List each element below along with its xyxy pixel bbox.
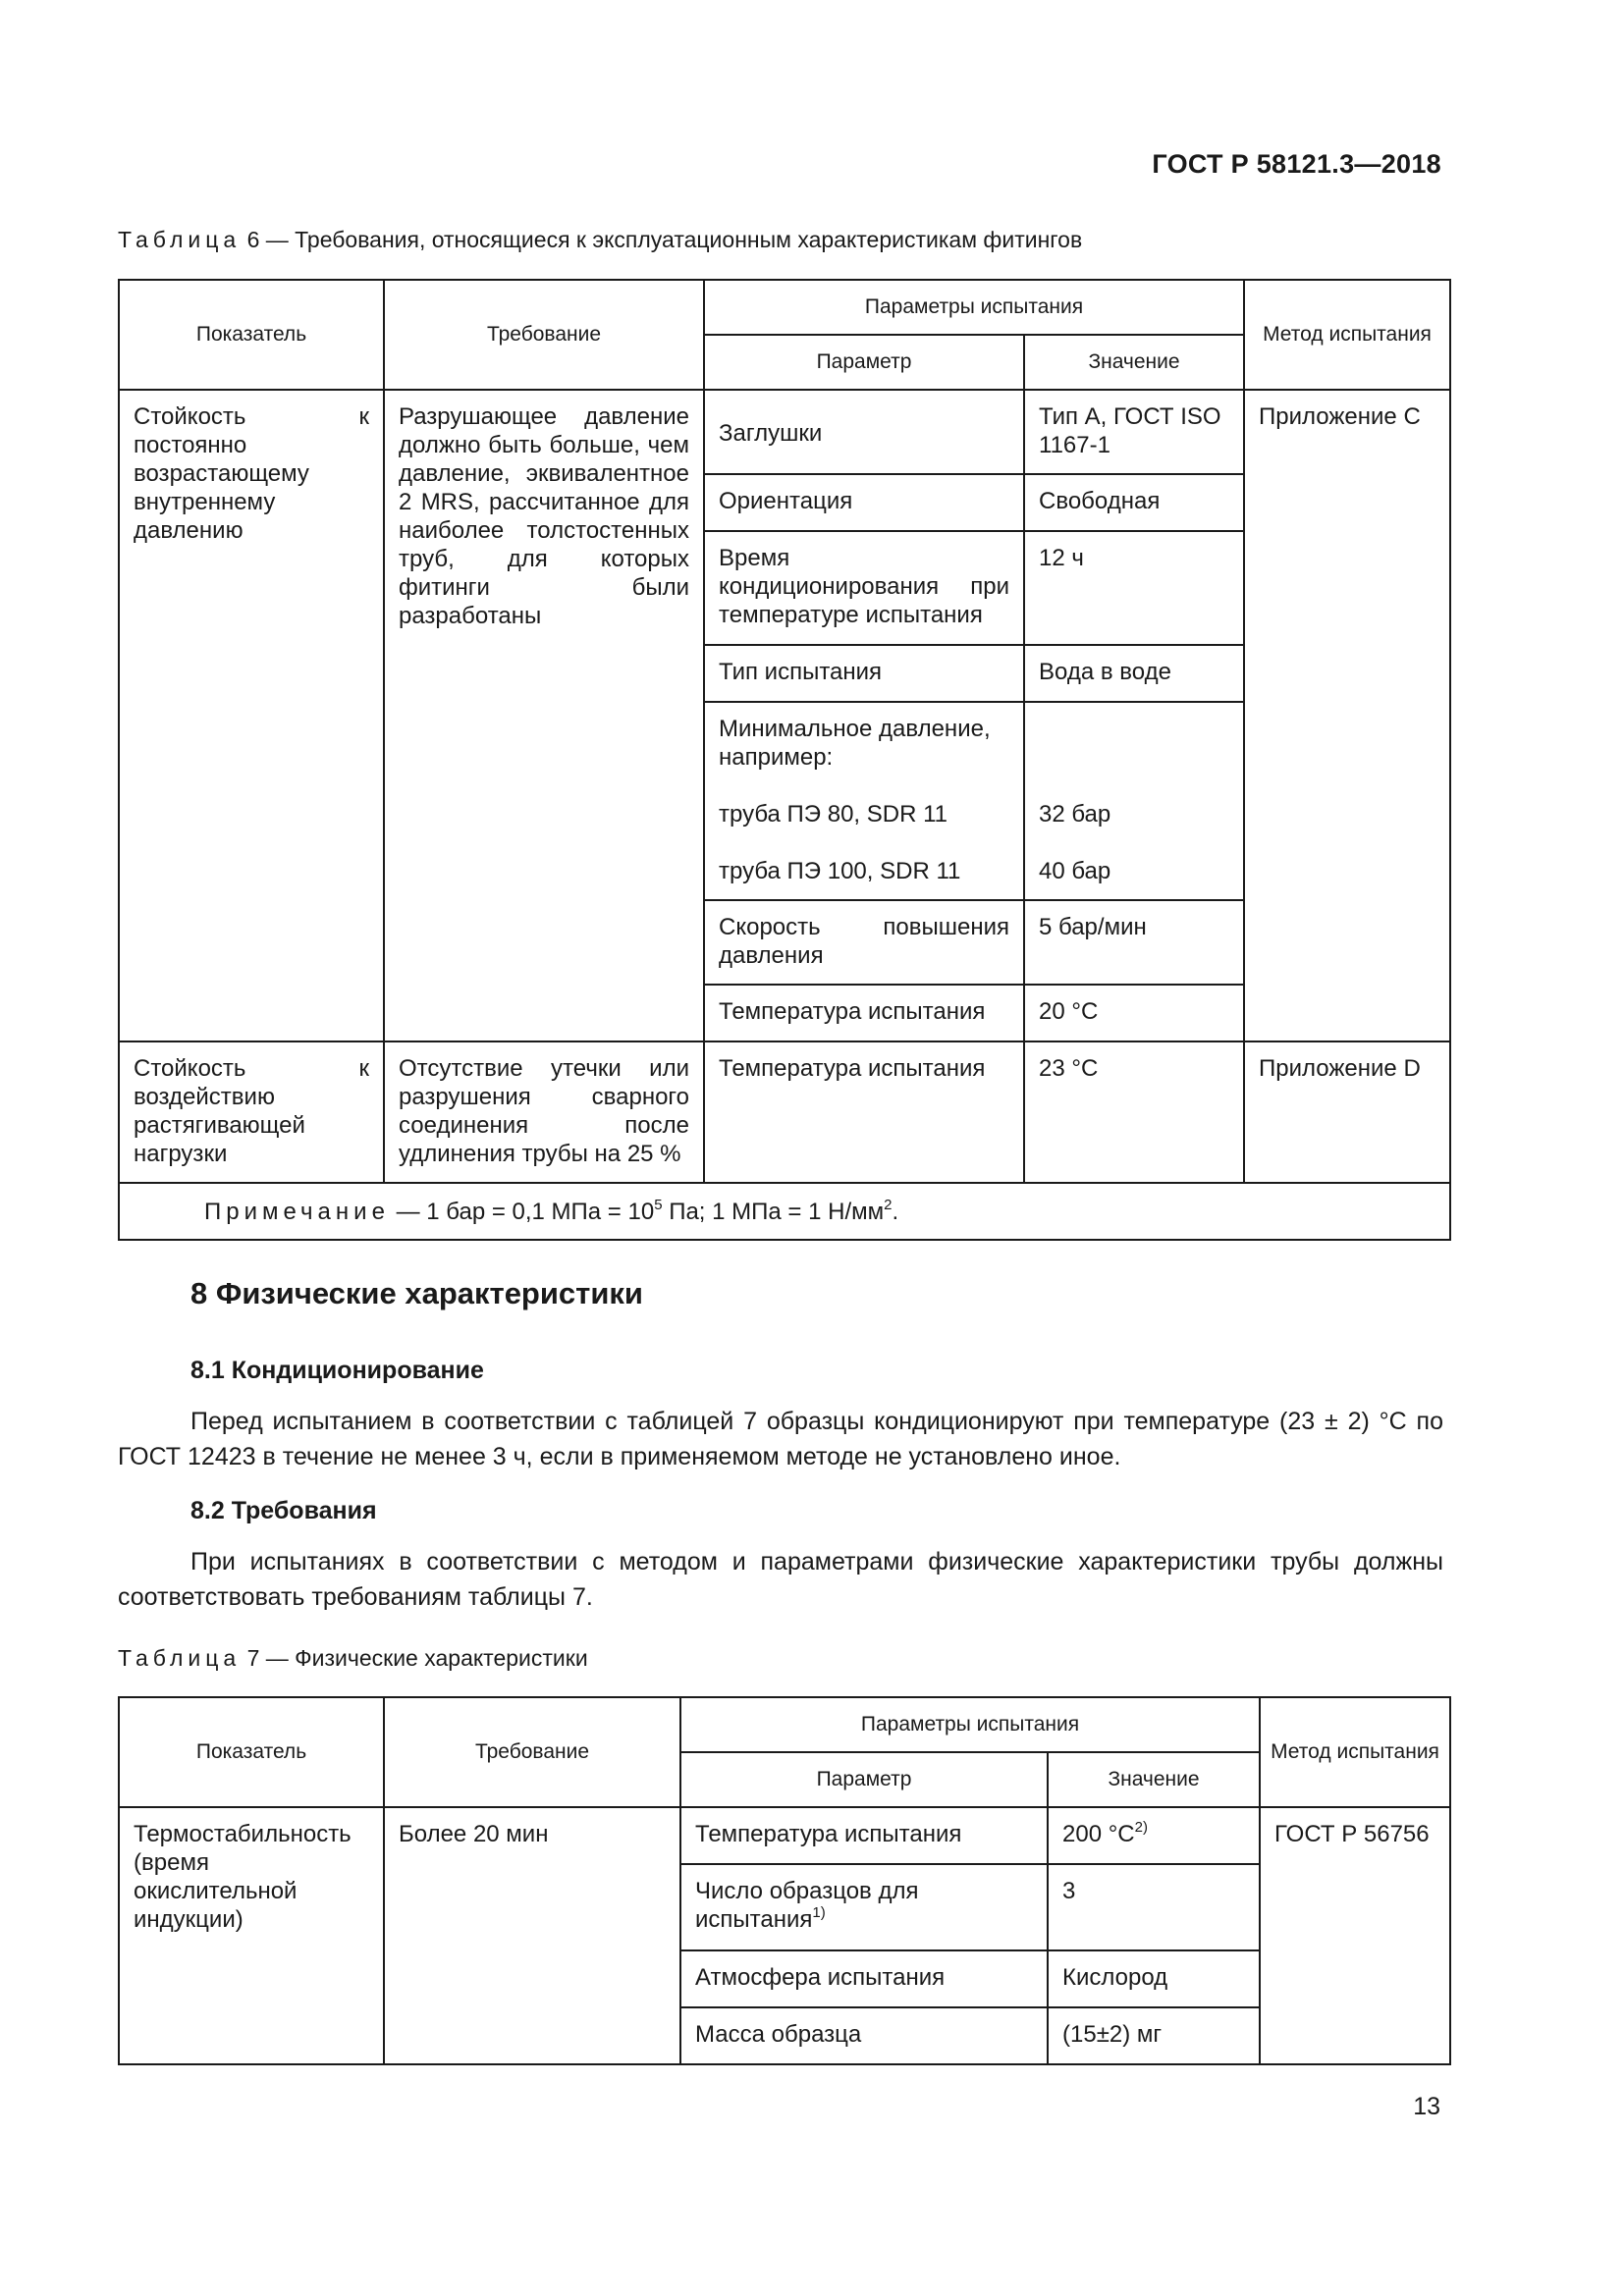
table6-pressure-value: 40 бар [1039,858,1111,884]
footnote-marker: 2) [1134,1819,1148,1836]
table6-param: Скорость повышения давления [719,914,1009,969]
table7-header-indicator: Показатель [119,1697,384,1807]
table6-row2-requirement-cell [384,1041,704,1183]
table7-param-cell [680,1864,1048,1950]
table7-param: Масса образца [695,2021,862,2048]
table6-min-pressure-values-cell [1024,702,1244,900]
table6-param-cell [704,645,1024,702]
table6-row1-requirement: Разрушающее давление должно быть больше, чем давление, эквивалентное 2 MRS, рассчитанное для наиболее толстостенных труб, для которых фитинги были разработаны [399,403,689,629]
table7-indicator: Термостабильность (время окислительной индукции) [134,1821,352,1933]
table7-header-param: Параметр [680,1752,1048,1807]
table6-row2-indicator: Стойкость к воздействию растягивающей нагрузки [134,1055,369,1167]
table6-row2-value-cell [1024,1041,1244,1183]
table6-param: Время кондиционирования при температуре испытания [719,545,1009,628]
table6-note-exponent: 5 [654,1196,663,1213]
table6-pressure-value: 32 бар [1039,801,1111,828]
table6-caption-text: 6 — Требования, относящиеся к эксплуатационным характеристикам фитингов [246,227,1083,252]
table6-note-word: Примечание [204,1198,390,1225]
table6-min-pressure-values [1025,703,1243,895]
table7-param: Температура испытания [695,1821,962,1847]
table6-value-cell [1024,985,1244,1041]
table6-header-indicator: Показатель [119,280,384,390]
table7-header-method: Метод испытания [1260,1697,1450,1807]
table7-indicator-cell [119,1807,384,2064]
table6-value: 12 ч [1039,545,1084,571]
table7-method-cell [1260,1807,1450,2064]
table6-param-cell [704,531,1024,645]
table7-param-text: Число образцов для испытания [695,1878,919,1933]
table6-row2-method-cell [1244,1041,1450,1183]
table7-requirement: Более 20 мин [399,1821,549,1847]
table6-param-cell [704,474,1024,531]
table7-param-cell [680,2007,1048,2064]
table6-value-cell [1024,900,1244,985]
table7-param [681,1865,1047,1944]
table6-header-params: Параметры испытания [704,280,1244,335]
table6-note-text: . [892,1198,899,1225]
table7-param-cell [680,1950,1048,2007]
table6-value: 5 бар/мин [1039,914,1147,940]
table7-value-cell [1048,1864,1260,1950]
table6-param: Заглушки [719,419,823,447]
table6-min-pressure-label: Минимальное давление, например: [719,716,991,771]
table7-caption [118,1645,588,1672]
table6-row2-method: Приложение D [1259,1055,1421,1082]
table6-row2-requirement: Отсутствие утечки или разрушения сварного соединения после удлинения трубы на 25 % [399,1055,689,1167]
table6-value: 20 °С [1039,998,1099,1025]
table6-header-requirement: Требование [384,280,704,390]
footnote-marker: 1) [812,1904,826,1921]
table6-param-cell [704,390,1024,474]
table6-param: Температура испытания [719,998,986,1025]
table6-row1-method: Приложение С [1259,403,1421,430]
table6-param-cell [704,900,1024,985]
table7-header-requirement: Требование [384,1697,680,1807]
table6-row2-param-cell [704,1041,1024,1183]
table6-value-cell [1024,531,1244,645]
section-8-1-text: Перед испытанием в соответствии с таблицей 7 образцы кондиционируют при температуре (23 ± 2) °С по ГОСТ 12423 в течение не менее 3 ч, если в применяемом методе не установлено иное. [118,1408,1443,1470]
table7-param: Атмосфера испытания [695,1964,946,1991]
table7-value-cell [1048,2007,1260,2064]
table6-note-text: Па; 1 МПа = 1 Н/мм [662,1198,885,1225]
table6-value: Тип А, ГОСТ ISO 1167-1 [1039,403,1221,458]
table6-header-method: Метод испытания [1244,280,1450,390]
table6-row1-method-cell [1244,390,1450,1041]
table7-header-params: Параметры испытания [680,1697,1260,1752]
table7-method: ГОСТ Р 56756 [1274,1821,1430,1847]
table6-row2-value: 23 °С [1039,1055,1099,1082]
table6-value-cell [1024,390,1244,474]
table7-header-value: Значение [1048,1752,1260,1807]
table6-row1-requirement-cell [384,390,704,1041]
section-8-2-title: 8.2 Требования [190,1497,377,1524]
table7-value-cell [1048,1807,1260,1864]
section-8-title: 8 Физические характеристики [190,1276,643,1310]
table6-pressure-item: труба ПЭ 100, SDR 11 [719,858,961,884]
table7-requirement-cell [384,1807,680,2064]
table7-caption-word: Таблица [118,1645,242,1671]
table6-note-cell [119,1183,1450,1240]
table6-value-cell [1024,474,1244,531]
table6-value-cell [1024,645,1244,702]
table7-param-cell [680,1807,1048,1864]
table7 [118,1696,1451,2065]
table6-row2-indicator-cell [119,1041,384,1183]
table6-param: Ориентация [719,488,853,514]
table7-value: (15±2) мг [1062,2021,1163,2048]
table6-param-cell [704,985,1024,1041]
table7-caption-text: 7 — Физические характеристики [246,1645,588,1671]
table7-value-cell [1048,1950,1260,2007]
table6-value: Свободная [1039,488,1161,514]
table6-row2-param: Температура испытания [719,1055,986,1082]
table6-note [120,1198,1449,1226]
document-code: ГОСТ Р 58121.3—2018 [1152,149,1441,179]
table6-pressure-item: труба ПЭ 80, SDR 11 [719,801,948,828]
table6-row1-indicator: Стойкость к постоянно возрастающему внутреннему давлению [134,403,369,544]
table6-min-pressure-cell [704,702,1024,900]
table6-header-value: Значение [1024,335,1244,390]
table6-note-exponent: 2 [884,1196,893,1213]
table6-row1-indicator-cell [119,390,384,1041]
table7-value: Кислород [1062,1964,1168,1991]
table6-caption-word: Таблица [118,227,242,252]
table6-param: Тип испытания [719,659,883,685]
table6 [118,279,1451,1241]
table6-min-pressure [705,703,1023,895]
table7-value [1049,1808,1259,1858]
table6-note-text: — 1 бар = 0,1 МПа = 10 [389,1198,655,1225]
table7-value: 3 [1062,1878,1076,1904]
table6-caption [118,227,1082,253]
section-8-2-text: При испытаниях в соответствии с методом и параметрами физические характеристики трубы должны соответствовать требованиям таблицы 7. [118,1548,1443,1611]
section-8-1-title: 8.1 Кондиционирование [190,1357,484,1384]
table6-value: Вода в воде [1039,659,1171,685]
table7-value-text: 200 °С [1062,1821,1135,1847]
page-number: 13 [1413,2093,1440,2120]
table6-header-param: Параметр [704,335,1024,390]
